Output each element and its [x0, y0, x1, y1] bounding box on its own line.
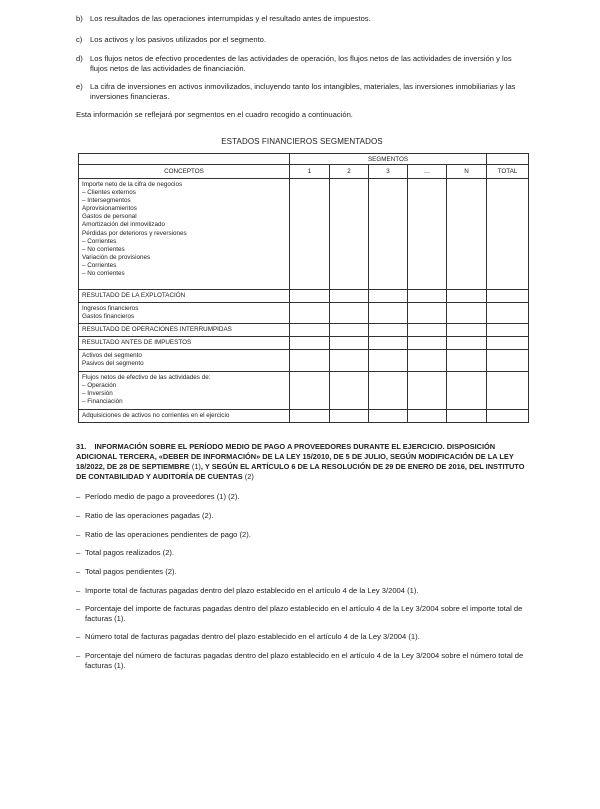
dash-item-text: Período medio de pago a proveedores (1) (2). [85, 492, 240, 501]
concept-line: – Intersegmentos [82, 197, 131, 205]
value-cell [447, 290, 487, 303]
concept-line: – No corrientes [82, 270, 125, 278]
concept-line: Gastos financieros [82, 313, 135, 321]
list-item-text: Los resultados de las operaciones interrumpidas y el resultado antes de impuestos. [90, 14, 371, 23]
dash-item: – Período medio de pago a proveedores (1) (2). [76, 492, 528, 502]
value-cell [290, 290, 330, 303]
dash-item-text: Porcentaje del importe de facturas pagadas dentro del plazo establecido en el artículo 4 de la Ley 3/2004 sobre el importe total de facturas (1). [85, 604, 523, 623]
concepts-header: CONCEPTOS [79, 165, 290, 179]
concept-line: – No corrientes [82, 245, 125, 253]
table-header-row [79, 154, 529, 165]
value-cell [487, 350, 529, 372]
column-header: TOTAL [487, 165, 529, 179]
table-row [79, 350, 529, 372]
header-empty-cell [79, 154, 290, 165]
value-cell [369, 350, 408, 372]
concept-line: – Operación [82, 382, 117, 390]
value-cell [408, 372, 447, 410]
value-cell [369, 372, 408, 410]
dash-item: – Ratio de las operaciones pendientes de pago (2). [76, 530, 528, 540]
section-ref-2: (2) [244, 472, 254, 482]
value-cell [330, 179, 369, 290]
value-cell [290, 303, 330, 324]
concept-line: – Corrientes [82, 261, 117, 269]
concept-line: Adquisiciones de activos no corrientes en el ejercicio [82, 412, 230, 420]
concept-cell [79, 179, 290, 290]
value-cell [369, 324, 408, 337]
value-cell [290, 410, 330, 423]
list-item-c [76, 35, 528, 45]
list-item-label: d) [76, 54, 83, 63]
value-cell [330, 337, 369, 350]
table-row [79, 337, 529, 350]
value-cell [369, 303, 408, 324]
list-item-d [76, 54, 528, 74]
value-cell [408, 179, 447, 290]
header-empty-cell [487, 154, 529, 165]
column-header: 2 [330, 165, 369, 179]
concept-line: RESULTADO DE LA EXPLOTACIÓN [82, 291, 186, 299]
column-header: 1 [290, 165, 330, 179]
concept-line: Pasivos del segmento [82, 360, 144, 368]
value-cell [408, 303, 447, 324]
dash-item: – Número total de facturas pagadas dentro del plazo establecido en el artículo 4 de la Ley 3/2004 (1). [76, 632, 528, 642]
section-title-part-b: , Y SEGÚN EL ARTÍCULO 6 DE LA RESOLUCIÓN DE 29 DE ENERO DE 2016, DEL INSTITUTO DE CONTABILIDAD Y AUDITORÍA DE CUENTAS [76, 462, 525, 482]
value-cell [447, 324, 487, 337]
section-ref-1: (1) [191, 462, 201, 472]
column-header: N [447, 165, 487, 179]
value-cell [330, 410, 369, 423]
table-row [79, 372, 529, 410]
dash-item-text: Porcentaje del número de facturas pagadas dentro del plazo establecido en el artículo 4 de la Ley 3/2004 sobre el número total de facturas (1). [85, 651, 524, 670]
dash-item: – Porcentaje del número de facturas pagadas dentro del plazo establecido en el artículo 4 de la Ley 3/2004 sobre el número total de facturas (1). [76, 651, 528, 671]
value-cell [447, 179, 487, 290]
section-31-heading [76, 442, 528, 482]
concept-line: RESULTADO DE OPERACIONES INTERRUMPIDAS [82, 326, 232, 334]
table-row [79, 290, 529, 303]
value-cell [487, 324, 529, 337]
dash-item-text: Ratio de las operaciones pagadas (2). [85, 511, 214, 520]
concept-cell [79, 410, 290, 423]
concept-line: – Clientes externos [82, 189, 136, 197]
table-row [79, 324, 529, 337]
concept-cell [79, 290, 290, 303]
value-cell [290, 350, 330, 372]
concept-cell [79, 324, 290, 337]
value-cell [290, 337, 330, 350]
value-cell [487, 410, 529, 423]
dash-item-text: Total pagos realizados (2). [85, 548, 175, 557]
value-cell [408, 324, 447, 337]
value-cell [369, 179, 408, 290]
value-cell [447, 410, 487, 423]
value-cell [487, 303, 529, 324]
value-cell [369, 337, 408, 350]
list-item-label: b) [76, 14, 83, 23]
table-column-row [79, 165, 529, 179]
concept-line: Aprovisionamientos [82, 205, 137, 213]
section-title-part-a: INFORMACIÓN SOBRE EL PERÍODO MEDIO DE PAGO A PROVEEDORES DURANTE EL EJERCICIO. DISPOSICIÓN ADICIONAL TERCERA, «DEBER DE INFORMACIÓN» DE LA LEY 15/2010, DE 5 DE JULIO, SEGÚN MODIFICACIÓN DE LA LEY 18/2022, DE 28 DE SEPTIEMBRE [76, 442, 514, 472]
concept-line: – Corrientes [82, 237, 117, 245]
dash-item-text: Ratio de las operaciones pendientes de pago (2). [85, 530, 251, 539]
list-item-label: e) [76, 82, 83, 91]
table-row [79, 303, 529, 324]
concept-line: Gastos de personal [82, 213, 137, 221]
list-item-text: Los flujos netos de efectivo procedentes de las actividades de operación, los flujos netos de las actividades de inversión y los flujos netos de las actividades de financiación. [90, 54, 512, 74]
value-cell [408, 350, 447, 372]
value-cell [487, 290, 529, 303]
list-item-b [76, 14, 528, 24]
list-item-text: La cifra de inversiones en activos inmovilizados, incluyendo tanto los intangibles, materiales, las inversiones inmobiliarias y las inversiones financieras. [90, 82, 516, 102]
list-item-text: Los activos y los pasivos utilizados por el segmento. [90, 35, 267, 44]
value-cell [487, 337, 529, 350]
value-cell [330, 303, 369, 324]
value-cell [369, 290, 408, 303]
section-number: 31. [76, 442, 87, 451]
value-cell [447, 372, 487, 410]
dash-item-text: Importe total de facturas pagadas dentro del plazo establecido en el artículo 4 de la Ley 3/2004 (1). [85, 586, 419, 595]
dash-item-text: Número total de facturas pagadas dentro del plazo establecido en el artículo 4 de la Ley 3/2004 (1). [85, 632, 420, 641]
concept-cell [79, 303, 290, 324]
segments-header: SEGMENTOS [290, 154, 487, 165]
concept-line: Variación de provisiones [82, 253, 151, 261]
table-title: ESTADOS FINANCIEROS SEGMENTADOS [221, 137, 383, 146]
value-cell [408, 337, 447, 350]
value-cell [369, 410, 408, 423]
concept-line: Ingresos financieros [82, 305, 139, 312]
dash-item: – Ratio de las operaciones pagadas (2). [76, 511, 528, 521]
value-cell [330, 290, 369, 303]
value-cell [290, 372, 330, 410]
value-cell [408, 290, 447, 303]
concept-cell [79, 350, 290, 372]
value-cell [447, 303, 487, 324]
dash-item: – Porcentaje del importe de facturas pagadas dentro del plazo establecido en el artículo 4 de la Ley 3/2004 sobre el importe total de facturas (1). [76, 604, 528, 624]
value-cell [330, 324, 369, 337]
value-cell [290, 324, 330, 337]
list-item-label: c) [76, 35, 83, 44]
concept-line: Amortización del inmovilizado [82, 221, 165, 229]
intro-paragraph: Esta información se reflejará por segmentos en el cuadro recogido a continuación. [76, 110, 353, 119]
value-cell [330, 350, 369, 372]
segment-financial-table [78, 153, 529, 423]
column-header: 3 [369, 165, 408, 179]
list-item-e [76, 82, 528, 102]
concept-cell [79, 372, 290, 410]
value-cell [290, 179, 330, 290]
value-cell [487, 372, 529, 410]
value-cell [330, 372, 369, 410]
value-cell [408, 410, 447, 423]
column-header: … [408, 165, 447, 179]
concept-line: Activos del segmento [82, 352, 142, 360]
concept-line: – Financiación [82, 398, 123, 406]
dash-item: – Total pagos realizados (2). [76, 548, 528, 558]
concept-line: Importe neto de la cifra de negocios [82, 181, 183, 188]
concept-line: Pérdidas por deterioros y reversiones [82, 229, 187, 237]
dash-item: – Importe total de facturas pagadas dentro del plazo establecido en el artículo 4 de la Ley 3/2004 (1). [76, 586, 528, 596]
value-cell [447, 350, 487, 372]
concept-cell [79, 337, 290, 350]
concept-line: – Inversión [82, 390, 113, 398]
value-cell [487, 179, 529, 290]
value-cell [447, 337, 487, 350]
concept-line: Flujos netos de efectivo de las actividades de: [82, 374, 211, 382]
dash-item-text: Total pagos pendientes (2). [85, 567, 177, 576]
table-row [79, 410, 529, 423]
concept-line: RESULTADO ANTES DE IMPUESTOS [82, 339, 192, 347]
table-row [79, 179, 529, 290]
dash-item: – Total pagos pendientes (2). [76, 567, 528, 577]
